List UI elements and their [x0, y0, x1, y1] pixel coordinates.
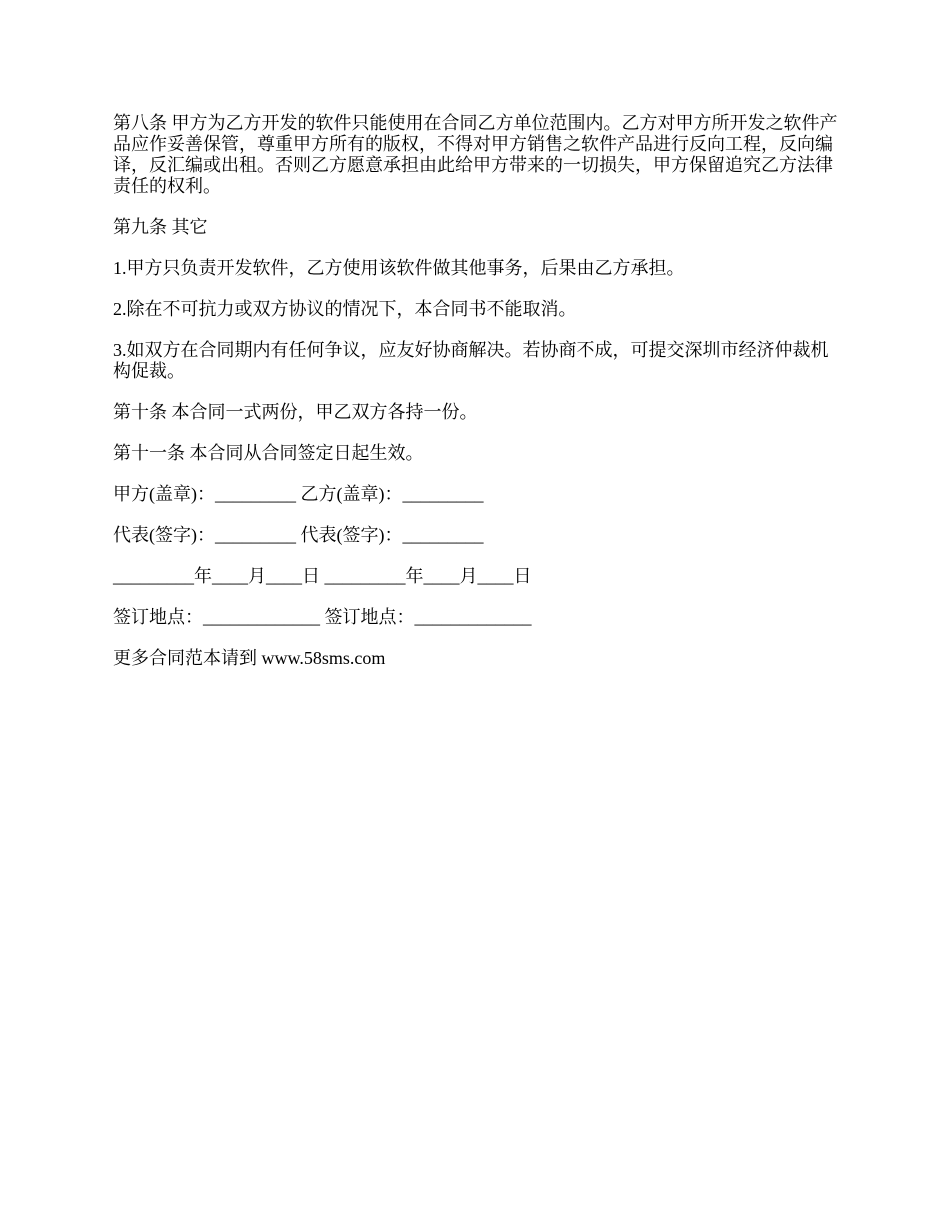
article-10-paragraph: 第十条 本合同一式两份，甲乙双方各持一份。: [113, 402, 478, 422]
signing-location-line: 签订地点：_____________ 签订地点：_____________: [113, 607, 532, 627]
article-8-paragraph: 第八条 甲方为乙方开发的软件只能使用在合同乙方单位范围内。乙方对甲方所开发之软件产品应作妥善保管，尊重甲方所有的版权，不得对甲方销售之软件产品进行反向工程，反向编译，反汇编或出租。否则乙方愿意承担由此给甲方带来的一切损失，甲方保留追究乙方法律责任的权利。: [113, 113, 838, 196]
seal-line: 甲方(盖章)：_________ 乙方(盖章)：_________: [113, 484, 484, 504]
article-9-heading: 第九条 其它: [113, 217, 208, 237]
footer-more-templates: 更多合同范本请到 www.58sms.com: [113, 648, 386, 668]
article-9-item-2: 2.除在不可抗力或双方协议的情况下，本合同书不能取消。: [113, 299, 577, 319]
article-9-item-1: 1.甲方只负责开发软件，乙方使用该软件做其他事务，后果由乙方承担。: [113, 258, 685, 278]
signature-line: 代表(签字)：_________ 代表(签字)：_________: [113, 525, 484, 545]
article-9-item-3: 3.如双方在合同期内有任何争议，应友好协商解决。若协商不成，可提交深圳市经济仲裁机构促裁。: [113, 340, 829, 381]
document-page: [113, 113, 843, 689]
article-11-paragraph: 第十一条 本合同从合同签定日起生效。: [113, 443, 424, 463]
date-line: _________年____月____日 _________年____月____日: [113, 566, 532, 586]
